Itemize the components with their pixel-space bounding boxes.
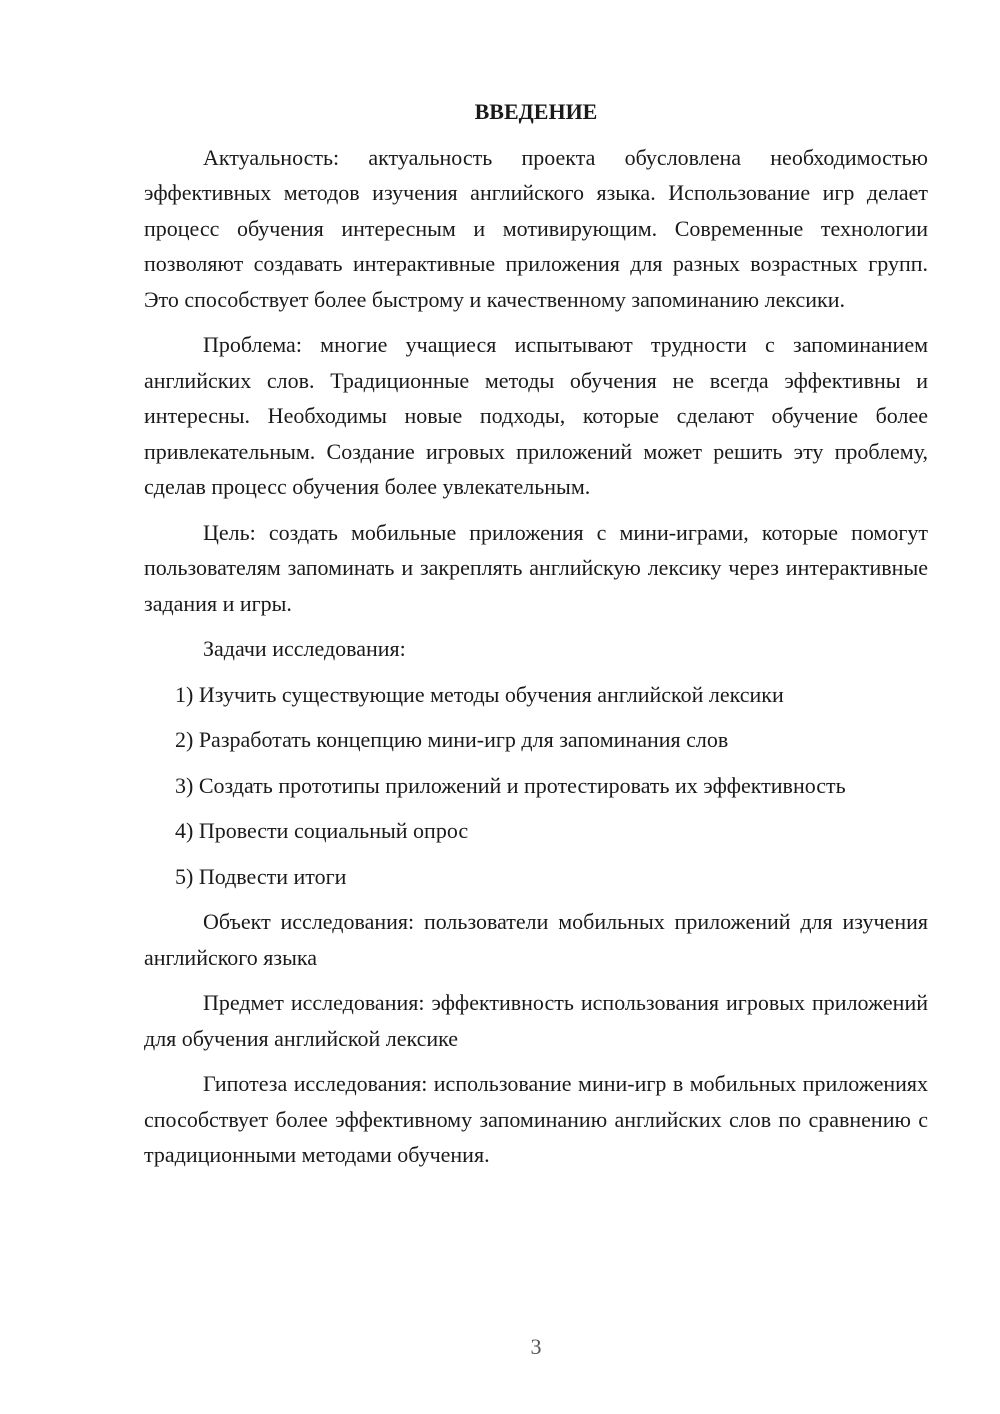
paragraph-subject: Предмет исследования: эффективность использования игровых приложений для обучения английской лексике bbox=[144, 990, 928, 1051]
tasks-heading: Задачи исследования: bbox=[203, 636, 406, 661]
task-item-4: 4) Провести социальный опрос bbox=[175, 818, 469, 843]
paragraph-hypothesis: Гипотеза исследования: использование мини-игр в мобильных приложениях способствует более эффективному запоминанию английских слов по сравнению с традиционными методами обучения. bbox=[144, 1071, 928, 1167]
task-item-2: 2) Разработать концепцию мини-игр для запоминания слов bbox=[175, 727, 729, 752]
paragraph-problem: Проблема: многие учащиеся испытывают трудности с запоминанием английских слов. Традиционные методы обучения не всегда эффективны и интересны. Необходимы новые подходы, которые сделают обучение более привлекательным. Создание игровых приложений может решить эту проблему, сделав процесс обучения более увлекательным. bbox=[144, 332, 928, 499]
section-title: ВВЕДЕНИЕ bbox=[474, 99, 598, 124]
paragraph-goal: Цель: создать мобильные приложения с мини-играми, которые помогут пользователям запоминать и закреплять английскую лексику через интерактивные задания и игры. bbox=[144, 519, 928, 616]
page-number: 3 bbox=[530, 1334, 542, 1359]
paragraph-object: Объект исследования: пользователи мобильных приложений для изучения английского языка bbox=[144, 909, 928, 970]
task-item-3: 3) Создать прототипы приложений и протестировать их эффективность bbox=[175, 772, 846, 798]
page-content bbox=[144, 94, 928, 1183]
task-item-5: 5) Подвести итоги bbox=[175, 863, 347, 889]
paragraph-relevance: Актуальность: актуальность проекта обусловлена необходимостью эффективных методов изучения английского языка. Использование игр делает процесс обучения интересным и мотивирующим. Современные технологии позволяют создавать интерактивные приложения для разных возрастных групп. Это способствует более быстрому и качественному запоминанию лексики. bbox=[144, 144, 928, 312]
task-list bbox=[144, 677, 928, 895]
task-item-1: 1) Изучить существующие методы обучения английской лексики bbox=[175, 681, 784, 707]
